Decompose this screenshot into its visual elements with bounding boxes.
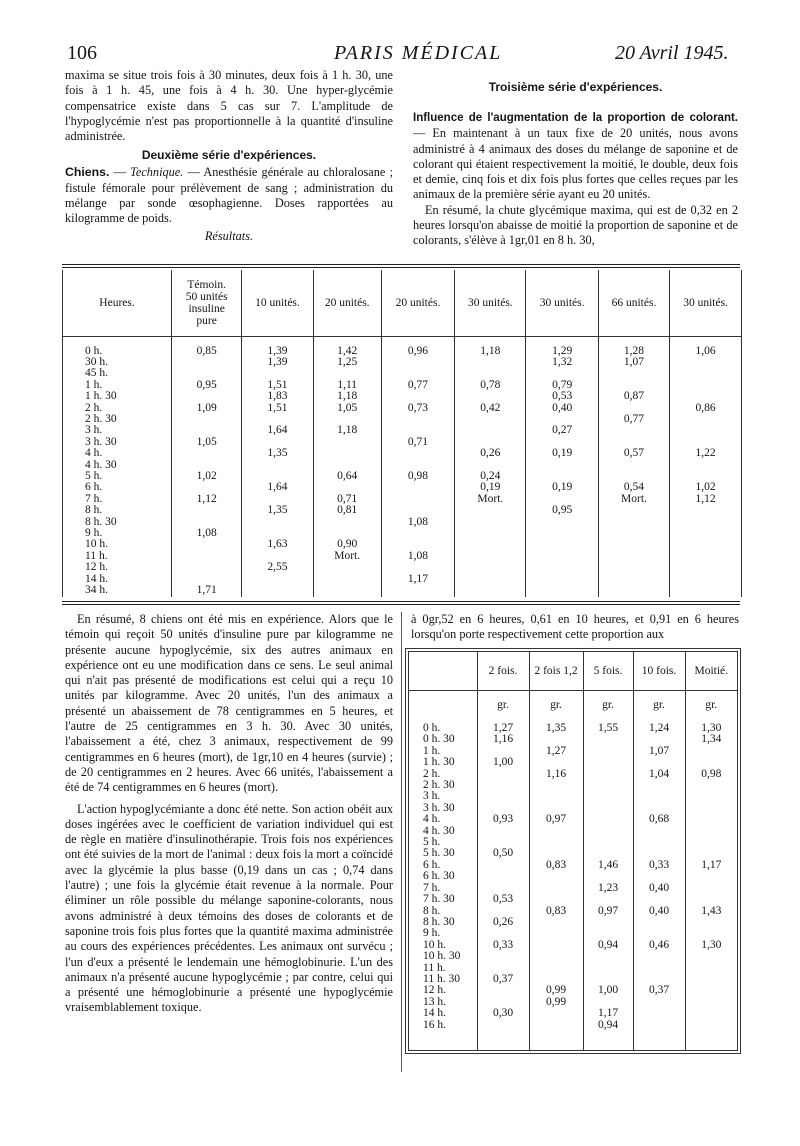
right-top-column [413,80,738,249]
technique-paragraph [65,165,393,226]
table1-top-rule-2 [62,267,740,268]
table2 [409,652,737,1050]
table2-hours-column: 0 h. 0 h. 30 1 h. 1 h. 30 2 h. 2 h. 30 3 h. 3 h. 30 4 h. 4 h. 30 5 h. 5 h. 30 6 h. 6 h. 30 7 h. 7 h. 30 8 h. 8 h. 30 9 h. 10 h. 10 h. 30 11 h. 11 h. 30 12 h. 13 h. 14 h. 16 h. [423,722,461,1031]
left-top-column [65,68,393,244]
issue-date: 20 Avril 1945. [615,42,729,64]
table1-top-rule [62,264,740,265]
table2-header: 10 fois. [633,652,685,690]
table1-header: 20 unités. [313,270,381,336]
table1-column: 0,85 0,95 1,09 1,05 1,02 1,12 1,08 1,71 [172,336,242,597]
table2-column: 1,30 1,34 0,98 1,17 1,43 1,30 [685,720,737,1050]
table2-unit: gr. [583,690,633,720]
paragraph: L'action hypoglycémiante a donc été nette. Son action obéit aux doses ingérées avec le coefficient de variation individuel qui est de règle en matière d'insulinothérapie. Trois fois nos expériences ont été suivies de la mort de l'animal : deux fois la mort a coïncidé avec la glycémie la plus basse (0,19 dans un cas ; 0,74 dans l'autre) ; une fois la glycémie était revenue à la normale. Pour éliminer un rôle possible du mélange saponine-colorants, nous avons administré à deux témoins des doses de colorants et de saponine trois fois plus fortes que la quantité maxima administrée au cours des expériences précédentes. Les animaux ont survécu ; l'un d'eux a présenté le lendemain une hémoglobinurie. L'un des animaux n'a présenté aucune hypoglycémie ; par contre, celui qui a présenté une hémoglobinurie a présenté une hypoglycémie vraisemblablement toxique. [65,801,393,1015]
paragraph: à 0gr,52 en 6 heures, 0,61 en 10 heures, et 0,91 en 6 heures lorsqu'on porte respectivement cette proportion aux [411,612,739,642]
table2-column: 1,35 1,27 1,16 0,97 0,83 0,83 0,99 0,99 [529,720,583,1050]
paragraph: En résumé, 8 chiens ont été mis en expérience. Alors que le témoin qui reçoit 50 unités d'insuline pure par kilogramme ne présente aucune hypoglycémie, six des autres animaux en expérience ont eu une modification dans ce sens. Le seul animal qui n'ait pas présenté de modifications est celui qui a reçu 10 unités par kilogramme. Avec 20 unités, l'un des animaux a présenté un abaissement de 78 centigrammes en 5 heures, et l'autre de 25 centigrammes en 3 h. 30. Avec 30 unités, l'abaissement a été, chez 3 animaux, respectivement de 99 centigrammes en 6 heures (mort), de 1gr,10 en 4 heures (survie) ; de 20 centigrammes en 2 heures. Avec 66 unités, l'abaissement a été de 74 centigrammes en 6 heures (mort). [65,612,393,795]
right-bottom-column [411,612,739,643]
table1-bottom-rule [62,601,740,602]
table1-header: 30 unités. [526,270,598,336]
table1-header: 10 unités. [242,270,313,336]
table1-column: 1,39 1,39 1,51 1,83 1,51 1,64 1,35 1,64 1,35 1,63 2,55 [242,336,313,597]
table2-unit: gr. [529,690,583,720]
table1-header: Heures. [99,296,135,309]
technique-label: Technique. [130,165,184,180]
table1-column: 1,29 1,32 0,79 0,53 0,40 0,27 0,19 0,19 0,95 [526,336,598,597]
table2-header: Moitié. [685,652,737,690]
table2-unit: gr. [685,690,737,720]
influence-text: — En maintenant à un taux fixe de 20 unités, nous avons administré à 4 animaux des doses du mélange de saponine et de colorant qui étaient respectivement la moitié, le double, deux fois et demie, cinq fois et dix fois plus fortes que celles reçues par les animaux de la première série ayant eu 20 unités. [413,126,738,202]
left-bottom-column [65,612,393,1016]
table2-frame [408,651,738,1051]
journal-title: PARIS MÉDICAL [334,42,503,64]
table1-hours-column: 0 h. 30 h. 45 h. 1 h. 1 h. 30 2 h. 2 h. 30 3 h. 3 h. 30 4 h. 4 h. 30 5 h. 6 h. 7 h. 8 h. 8 h. 30 9 h. 10 h. 11 h. 12 h. 14 h. 34 h. [85,344,117,597]
table1-column: 1,28 1,07 0,87 0,77 0,57 0,54 Mort. [598,336,669,597]
table1-column: 1,06 0,86 1,22 1,02 1,12 [670,336,741,597]
dash: — [113,165,126,180]
paragraph: maxima se situe trois fois à 30 minutes, deux fois à 1 h. 30, une fois à 1 h. 45, une fois à 4 h. 30. Une hyper-glycémie compensatrice existe dans 5 cas sur 7. L'amplitude de l'hypoglycémie n'est pas proportionnelle à la quantité d'insuline administrée. [65,68,393,144]
influence-title: Influence de l'augmentation de la proportion de colorant. [413,112,738,124]
column-divider [401,612,402,1072]
table1-frame [62,270,742,597]
table2-column: 1,27 1,16 1,00 0,93 0,50 0,53 0,26 0,33 0,37 0,30 [477,720,529,1050]
table2-column: 1,55 1,46 1,23 0,97 0,94 1,00 1,17 0,94 [583,720,633,1050]
table1-bottom-rule-2 [62,604,740,605]
section-heading: Troisième série d'expériences. [488,80,663,94]
table2-header: 2 fois 1,2 [529,652,583,690]
table1 [63,270,741,597]
table2-unit [409,690,477,720]
table1-header: 66 unités. [598,270,669,336]
table2-header [409,652,477,690]
influence-paragraph [413,110,738,203]
table2-unit: gr. [633,690,685,720]
chiens-label: Chiens. [65,165,110,180]
table2-header: 5 fois. [583,652,633,690]
resultats-label: Résultats. [204,228,254,243]
table1-header: 20 unités. [381,270,454,336]
table1-header: 30 unités. [670,270,741,336]
page-number: 106 [67,42,97,64]
table1-header: Témoin. 50 unités insuline pure [172,270,242,336]
table2-unit: gr. [477,690,529,720]
table1-column: 1,18 0,78 0,42 0,26 0,24 0,19 Mort. [455,336,526,597]
table1-header: 30 unités. [455,270,526,336]
table2-header: 2 fois. [477,652,529,690]
table1-column: 0,96 0,77 0,73 0,71 0,98 1,08 1,08 1,17 [381,336,454,597]
table1-column: 1,42 1,25 1,11 1,18 1,05 1,18 0,64 0,71 0,81 0,90 Mort. [313,336,381,597]
section-heading: Deuxième série d'expériences. [141,148,317,163]
table2-column: 1,24 1,07 1,04 0,68 0,33 0,40 0,40 0,46 0,37 [633,720,685,1050]
resume-paragraph: En résumé, la chute glycémique maxima, qui est de 0,32 en 2 heures lorsqu'on abaisse de moitié la proportion de saponine et de colorants, s'élève à 1gr,01 en 8 h. 30, [413,202,738,248]
technique-text: — Anesthésie générale au chloralosane ; fistule fémorale pour prélèvement de sang ; administration du mélange par sonde œsophagienne. Doses rapportées au kilogramme de poids. [65,165,393,226]
